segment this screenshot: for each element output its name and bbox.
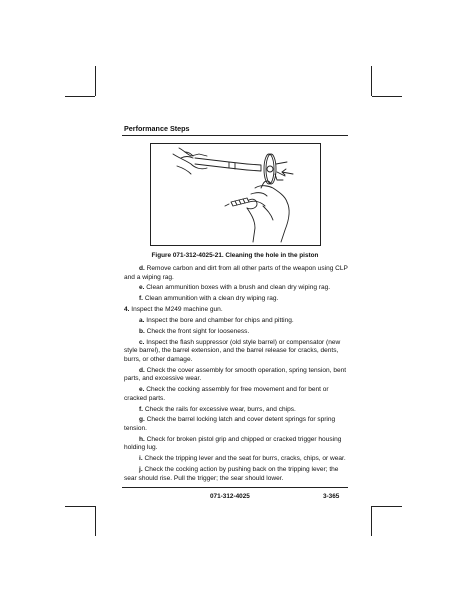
step-text: Clean ammunition with a clean dry wiping rag. bbox=[144, 295, 279, 303]
crop-mark bbox=[372, 506, 402, 507]
crop-mark bbox=[371, 66, 372, 96]
crop-mark bbox=[95, 66, 96, 96]
crop-mark bbox=[65, 506, 95, 507]
step-item bbox=[124, 436, 348, 453]
step-text: Check the cocking assembly for free movement and for bent or cracked parts. bbox=[124, 386, 329, 402]
crop-mark bbox=[371, 506, 372, 536]
step-item bbox=[124, 328, 348, 337]
step-item bbox=[124, 406, 348, 415]
step-text: Check the cover assembly for smooth operation, spring tension, bent parts, and excessive wear. bbox=[124, 366, 347, 383]
figure-caption: Figure 071-312-4025-21. Cleaning the hole in the piston bbox=[151, 252, 319, 259]
step-marker: f. bbox=[139, 405, 143, 413]
step-marker: c. bbox=[139, 338, 145, 346]
step-item bbox=[124, 306, 348, 315]
step-text: Inspect the M249 machine gun. bbox=[131, 306, 223, 314]
hands-cleaning-piston-illustration bbox=[151, 144, 320, 245]
task-number: 071-312-4025 bbox=[210, 493, 250, 500]
step-marker: f. bbox=[139, 295, 143, 303]
step-text: Remove carbon and dirt from all other parts of the weapon using CLP and a wiping rag. bbox=[124, 265, 348, 281]
step-marker: b. bbox=[139, 327, 145, 335]
step-text: Check the cocking action by pushing back on the tripping lever; the sear should rise. Pull the trigger; the sear should lower. bbox=[124, 466, 339, 482]
step-item bbox=[124, 284, 348, 293]
step-text: Check for broken pistol grip and chipped or cracked trigger housing holding lug. bbox=[124, 435, 342, 452]
step-marker: h. bbox=[139, 435, 145, 443]
step-marker: j. bbox=[139, 466, 143, 474]
step-text: Inspect the bore and chamber for chips and pitting. bbox=[146, 317, 294, 325]
step-item bbox=[124, 265, 348, 282]
step-marker: g. bbox=[139, 416, 145, 424]
step-marker: e. bbox=[139, 284, 145, 292]
step-item bbox=[124, 295, 348, 304]
crop-mark bbox=[65, 96, 95, 97]
page-number: 3-365 bbox=[323, 493, 340, 500]
step-text: Check the tripping lever and the seat for burrs, cracks, chips, or wear. bbox=[144, 455, 346, 463]
step-text: Check the front sight for looseness. bbox=[146, 327, 250, 335]
step-marker: 4. bbox=[124, 306, 130, 314]
step-item bbox=[124, 317, 348, 326]
step-item bbox=[124, 416, 348, 433]
step-text: Check the rails for excessive wear, burrs, and chips. bbox=[144, 405, 296, 413]
figure-frame bbox=[150, 143, 321, 246]
step-text: Clean ammunition boxes with a brush and clean dry wiping rag. bbox=[146, 284, 331, 292]
step-marker: a. bbox=[139, 317, 145, 325]
performance-steps-list bbox=[124, 265, 348, 485]
section-header: Performance Steps bbox=[124, 124, 190, 133]
step-item bbox=[124, 367, 348, 384]
crop-mark bbox=[372, 96, 402, 97]
step-item bbox=[124, 466, 348, 483]
step-text: Inspect the flash suppressor (old style barrel) or compensator (new style barrel), the barrel extension, and the barrel release for cracks, dents, burrs, or other damage. bbox=[124, 338, 341, 363]
step-item bbox=[124, 339, 348, 365]
step-marker: i. bbox=[139, 455, 143, 463]
step-marker: d. bbox=[139, 366, 145, 374]
step-marker: e. bbox=[139, 386, 145, 394]
footer-rule bbox=[122, 487, 348, 488]
step-item bbox=[124, 386, 348, 403]
step-marker: d. bbox=[139, 265, 145, 272]
step-item bbox=[124, 455, 348, 464]
crop-mark bbox=[95, 506, 96, 536]
header-rule bbox=[122, 135, 348, 136]
step-text: Check the barrel locking latch and cover detent springs for spring tension. bbox=[124, 416, 336, 432]
